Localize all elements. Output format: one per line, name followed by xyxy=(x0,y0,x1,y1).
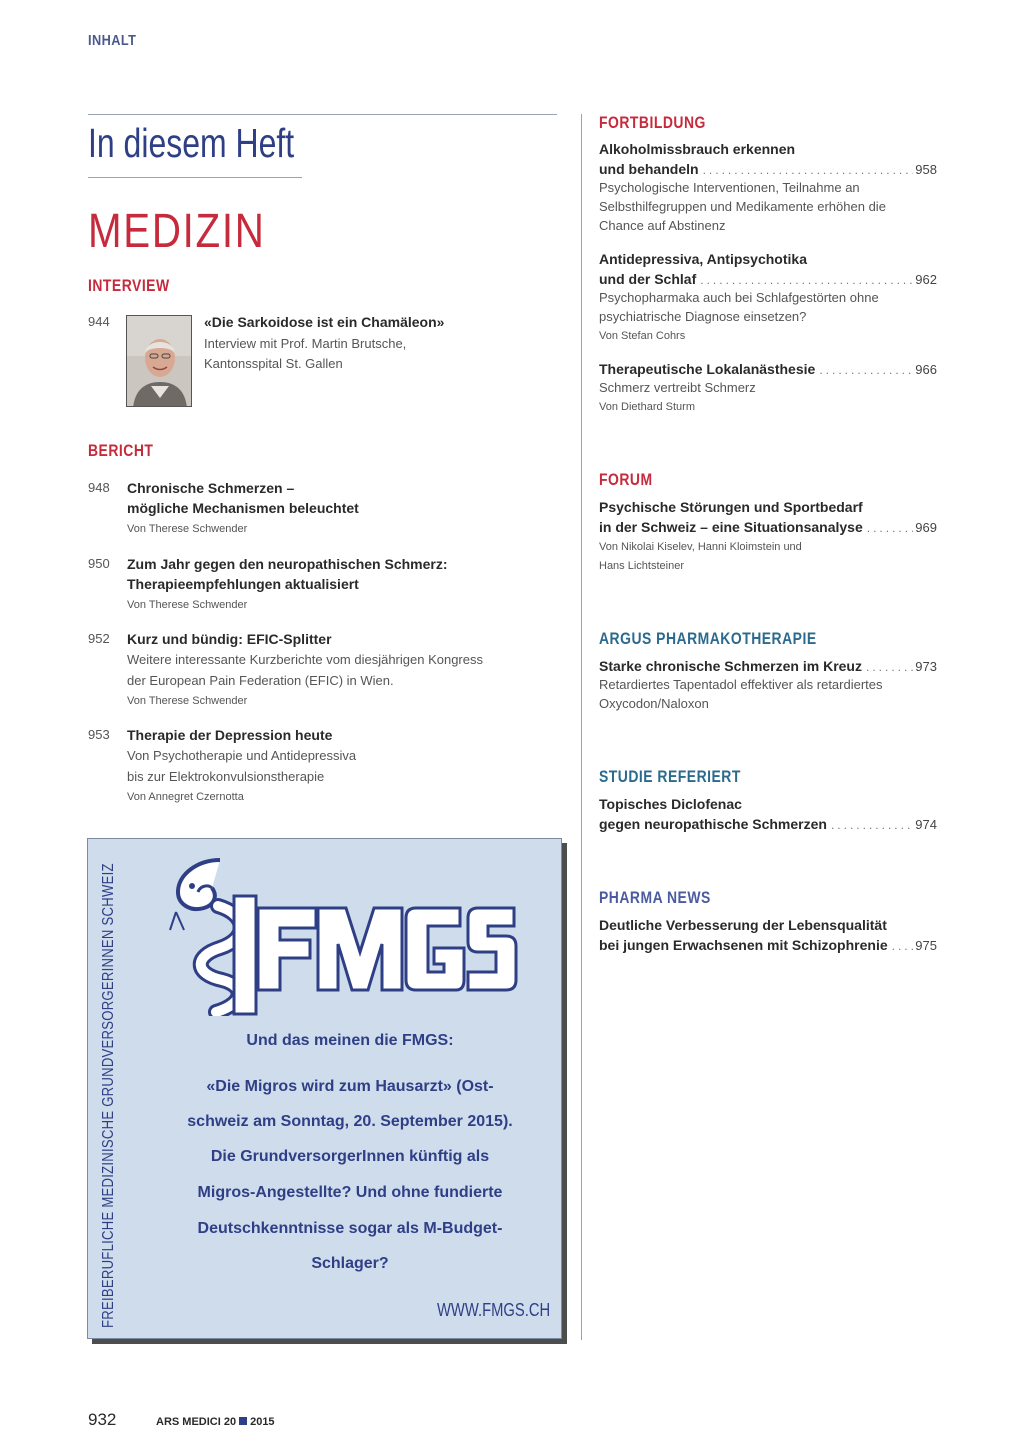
category-bericht: BERICHT xyxy=(88,441,154,460)
bericht-item-desc-1: Weitere interessante Kurzberichte vom diesjährigen Kongress xyxy=(127,652,483,667)
footer-magazine-name: ARS MEDICI 20 xyxy=(156,1416,237,1428)
toc-title-2: und der Schlaf xyxy=(599,271,697,287)
bericht-item-title-1: Therapie der Depression heute xyxy=(127,727,333,743)
bericht-item-page: 952 xyxy=(88,631,110,646)
bericht-item-page: 950 xyxy=(88,556,110,571)
toc-line xyxy=(599,159,937,180)
toc-dots xyxy=(862,657,913,677)
toc-page: 969 xyxy=(915,520,937,535)
toc-line xyxy=(599,517,937,538)
interview-photo xyxy=(126,315,192,407)
toc-desc-1: Schmerz vertreibt Schmerz xyxy=(599,380,756,395)
ad-line-5: Migros-Angestellte? Und ohne fundierte xyxy=(197,1184,503,1201)
bericht-item-desc-2: der European Pain Federation (EFIC) in Wien. xyxy=(127,673,394,688)
toc-line xyxy=(599,269,937,290)
page-title: In diesem Heft xyxy=(88,120,295,166)
category-forum: FORUM xyxy=(599,470,653,489)
ad-line-2: «Die Migros wird zum Hausarzt» (Ost- xyxy=(206,1078,494,1095)
toc-line xyxy=(599,814,937,835)
ad-vertical-text: FREIBERUFLICHE MEDIZINISCHE GRUNDVERSORGERINNEN SCHWEIZ xyxy=(100,863,117,1328)
category-interview: INTERVIEW xyxy=(88,276,170,295)
toc-page: 966 xyxy=(915,362,937,377)
section-title: MEDIZIN xyxy=(88,205,266,258)
bericht-item-title-2: mögliche Mechanismen beleuchtet xyxy=(127,500,359,516)
interview-title: «Die Sarkoidose ist ein Chamäleon» xyxy=(204,314,445,330)
ad-line-4: Die GrundversorgerInnen künftig als xyxy=(210,1148,490,1165)
toc-desc-3: Chance auf Abstinenz xyxy=(599,218,726,233)
category-studie: STUDIE REFERIERT xyxy=(599,767,741,786)
toc-desc-2: Oxycodon/Naloxon xyxy=(599,696,709,711)
toc-dots xyxy=(827,815,913,835)
toc-title-1: Deutliche Verbesserung der Lebensqualität xyxy=(599,917,887,933)
ad-line-1: Und das meinen die FMGS: xyxy=(246,1032,454,1049)
toc-title-2: und behandeln xyxy=(599,161,699,177)
header-label: INHALT xyxy=(88,32,137,49)
toc-desc-1: Psychopharmaka auch bei Schlafgestörten ohne xyxy=(599,290,879,305)
toc-dots xyxy=(863,518,914,538)
column-divider xyxy=(581,114,582,1340)
toc-author-1: Von Nikolai Kiselev, Hanni Kloimstein und xyxy=(599,541,802,553)
bericht-item-title-2: Therapieempfehlungen aktualisiert xyxy=(127,576,359,592)
toc-dots xyxy=(888,936,914,956)
toc-desc-1: Psychologische Interventionen, Teilnahme an xyxy=(599,180,860,195)
bericht-item-desc-1: Von Psychotherapie und Antidepressiva xyxy=(127,748,357,763)
toc-dots xyxy=(699,160,914,180)
category-argus: ARGUS PHARMAKOTHERAPIE xyxy=(599,629,817,648)
footer-magazine xyxy=(156,1416,275,1428)
toc-title-2: bei jungen Erwachsenen mit Schizophrenie xyxy=(599,937,888,953)
bericht-item-author: Von Therese Schwender xyxy=(127,523,248,535)
interview-page: 944 xyxy=(88,314,110,329)
portrait-image xyxy=(127,316,192,407)
toc-page: 973 xyxy=(915,659,937,674)
toc-title-1: Topisches Diclofenac xyxy=(599,796,742,812)
toc-dots xyxy=(815,360,913,380)
toc-title: Therapeutische Lokalanästhesie xyxy=(599,361,816,377)
toc-author: Von Stefan Cohrs xyxy=(599,330,686,342)
toc-page: 962 xyxy=(915,272,937,287)
toc-dots xyxy=(696,270,913,290)
category-fortbildung: FORTBILDUNG xyxy=(599,113,706,132)
toc-title-1: Psychische Störungen und Sportbedarf xyxy=(599,499,863,515)
interview-desc-1: Interview mit Prof. Martin Brutsche, xyxy=(204,336,407,351)
ad-url-link[interactable]: WWW.FMGS.CH xyxy=(437,1300,551,1320)
bericht-item-author: Von Therese Schwender xyxy=(127,695,248,707)
toc-desc-2: psychiatrische Diagnose einsetzen? xyxy=(599,309,807,324)
ad-line-7: Schlager? xyxy=(311,1255,389,1272)
bericht-item-title-1: Kurz und bündig: EFIC-Splitter xyxy=(127,631,332,647)
ad-line-6: Deutschkenntnisse sogar als M-Budget- xyxy=(197,1220,503,1237)
bericht-item-author: Von Therese Schwender xyxy=(127,599,248,611)
toc-desc-1: Retardiertes Tapentadol effektiver als retardiertes xyxy=(599,677,883,692)
fmgs-logo-icon xyxy=(168,856,518,1016)
toc-line xyxy=(599,656,937,677)
toc-title-2: gegen neuropathische Schmerzen xyxy=(599,816,827,832)
toc-author-2: Hans Lichtsteiner xyxy=(599,560,684,572)
bericht-item-page: 953 xyxy=(88,727,110,742)
toc-desc-2: Selbsthilfegruppen und Medikamente erhöhen die xyxy=(599,199,886,214)
bericht-item-title-1: Chronische Schmerzen – xyxy=(127,480,295,496)
toc-page: 975 xyxy=(915,938,937,953)
bericht-item-desc-2: bis zur Elektrokonvulsionstherapie xyxy=(127,769,325,784)
square-icon xyxy=(239,1417,247,1425)
toc-page: 974 xyxy=(915,817,937,832)
footer-page-number: 932 xyxy=(88,1410,117,1429)
toc-line xyxy=(599,359,937,380)
toc-title: Starke chronische Schmerzen im Kreuz xyxy=(599,658,862,674)
bericht-item-title-1: Zum Jahr gegen den neuropathischen Schmerz: xyxy=(127,556,448,572)
toc-author: Von Diethard Sturm xyxy=(599,401,695,413)
toc-title-1: Alkoholmissbrauch erkennen xyxy=(599,141,796,157)
ad-line-3: schweiz am Sonntag, 20. September 2015). xyxy=(187,1113,513,1130)
toc-line xyxy=(599,935,937,956)
category-pharma-news: PHARMA NEWS xyxy=(599,888,711,907)
bericht-item-author: Von Annegret Czernotta xyxy=(127,791,244,803)
title-rule-top xyxy=(88,114,557,115)
toc-title-1: Antidepressiva, Antipsychotika xyxy=(599,251,807,267)
toc-page: 958 xyxy=(915,162,937,177)
fmgs-logo xyxy=(168,856,518,1016)
bericht-item-page: 948 xyxy=(88,480,110,495)
toc-title-2: in der Schweiz – eine Situationsanalyse xyxy=(599,519,863,535)
footer-year: 2015 xyxy=(250,1416,275,1428)
title-rule-bottom xyxy=(88,177,302,178)
interview-desc-2: Kantonsspital St. Gallen xyxy=(204,356,343,371)
